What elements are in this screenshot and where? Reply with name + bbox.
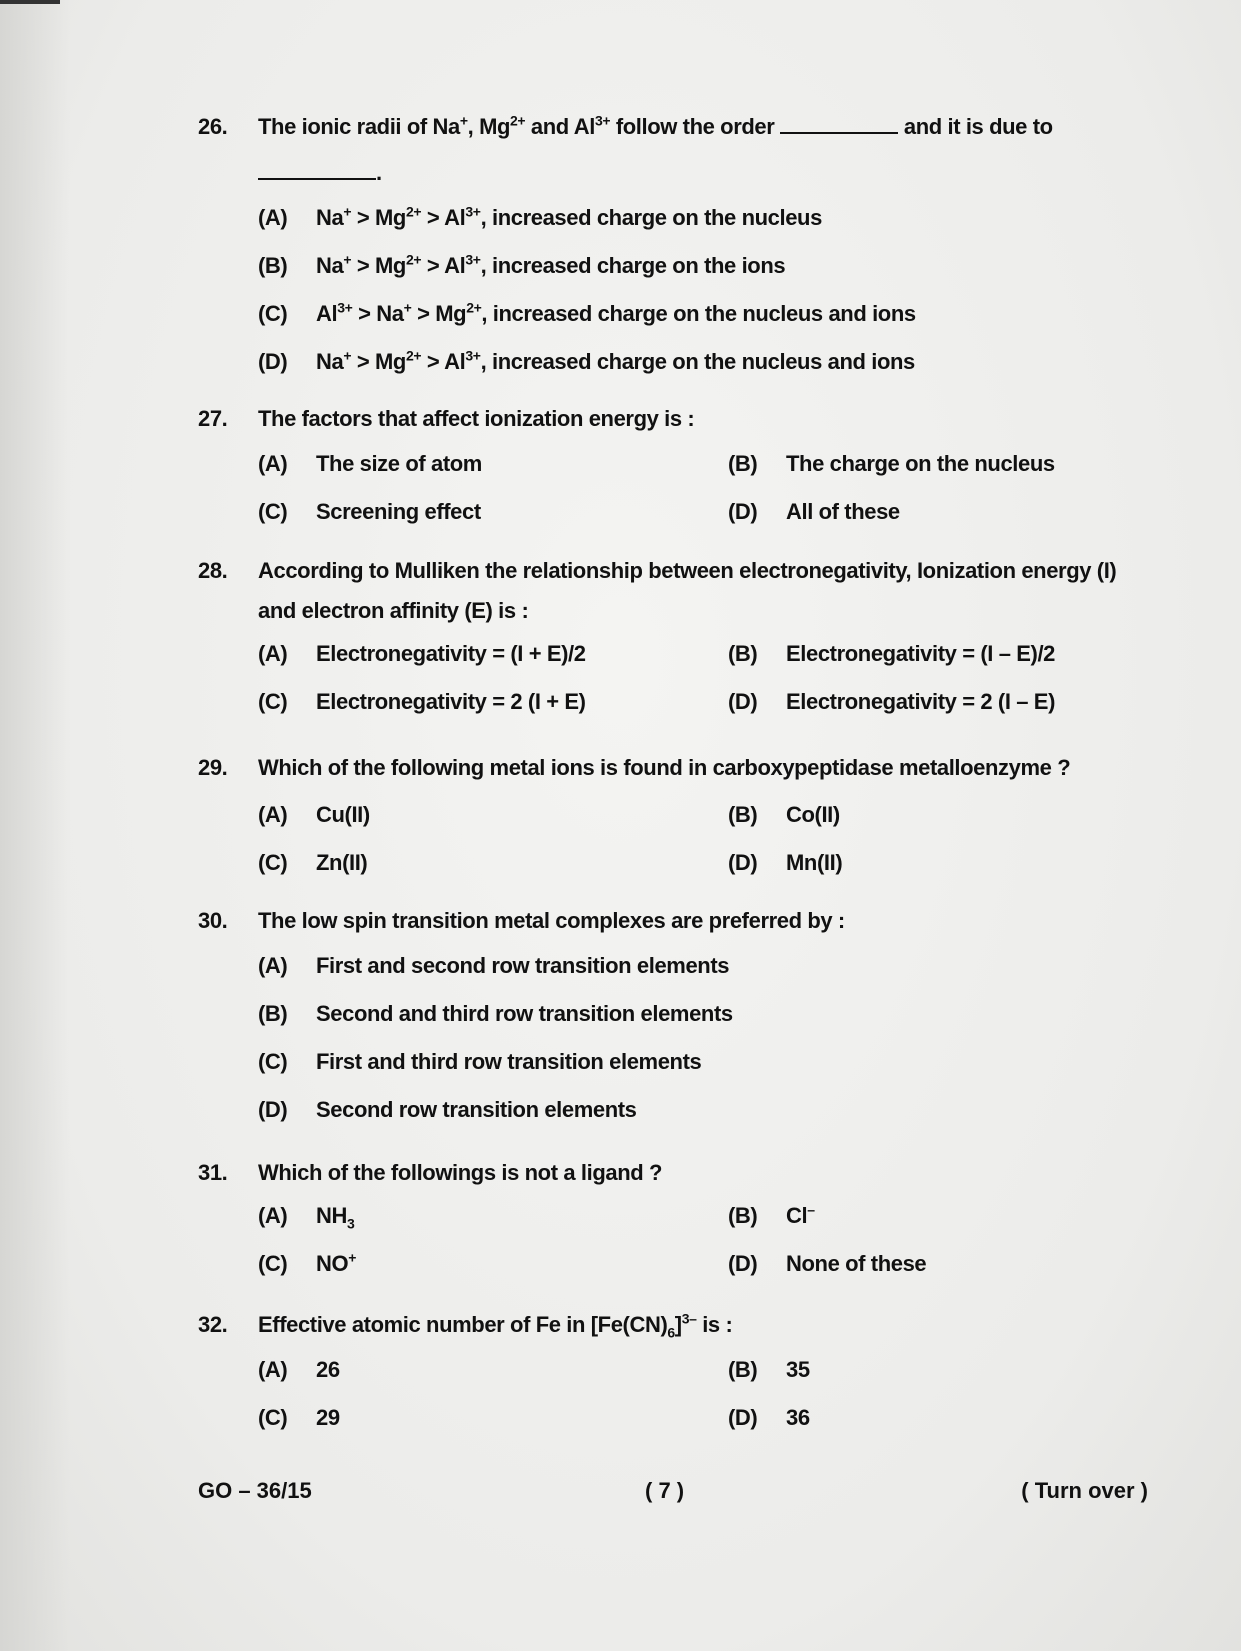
question-26: 26. The ionic radii of Na+, $Mg^{2+}$ and $Al^{3+}$ follow the order and it is due to . (A) $Na^+ > Mg^{2+} > Al^{3+}$, increased charge on the nucleus (B) $Na^+ > Mg^{2+} > Al^{3+}$, increased charge on the ions (C) $Al^{3+} > Na^+ > Mg^{2+}$, increased charge on the nucleus and ions (D) $Na^+ > Mg^{2+} > Al^{3+}$, increased charge on the nucleus and ions <box>198 112 1053 374</box>
option-31-b: (B) Cl– <box>728 1201 815 1228</box>
question-number: 28. <box>198 558 228 583</box>
option-32-b: (B) 35 <box>728 1357 810 1382</box>
option-26-b: (B) $Na^+ > Mg^{2+} > Al^{3+}$, increased charge on the ions <box>258 251 786 278</box>
option-29-d: (D) Mn(II) <box>728 850 843 875</box>
option-27-a: (A) The size of atom <box>258 451 482 476</box>
question-number: 31. <box>198 1160 228 1185</box>
question-text: Which of the following metal ions is found in carboxypeptidase metalloenzyme ? <box>258 755 1071 780</box>
question-text: Effective atomic number of Fe in $[Fe(CN)_6]^{3-}$ is : <box>258 1310 733 1341</box>
option-31-d: (D) None of these <box>728 1251 927 1276</box>
option-32-d: (D) 36 <box>728 1405 810 1430</box>
option-29-b: (B) Co(II) <box>728 802 840 827</box>
answer-blank <box>780 112 898 134</box>
option-28-d: (D) Electronegativity = 2 (I – E) <box>728 689 1055 714</box>
option-31-c: (C) NO+ <box>258 1249 356 1276</box>
option-30-a: (A) First and second row transition elements <box>258 953 730 978</box>
question-28 <box>198 558 1158 726</box>
option-30-b: (B) Second and third row transition elements <box>258 1001 733 1026</box>
question-number: 32. <box>198 1312 228 1337</box>
option-27-b: (B) The charge on the nucleus <box>728 451 1055 476</box>
scan-edge-mark <box>0 0 60 4</box>
option-28-a: (A) Electronegativity = (I + E)/2 <box>258 641 586 666</box>
question-number: 27. <box>198 406 228 431</box>
question-text: Which of the followings is not a ligand ? <box>258 1160 663 1185</box>
turn-over-note: ( Turn over ) <box>1021 1478 1148 1503</box>
question-27 <box>198 406 1158 536</box>
question-32 <box>198 1312 1158 1442</box>
question-30 <box>198 908 1158 1134</box>
option-32-c: (C) 29 <box>258 1405 340 1430</box>
page-number: ( 7 ) <box>645 1478 685 1503</box>
question-text-continued: and electron affinity (E) is : <box>258 598 529 623</box>
option-26-d: (D) $Na^+ > Mg^{2+} > Al^{3+}$, increased charge on the nucleus and ions <box>258 347 915 374</box>
page-footer <box>198 1478 1148 1508</box>
option-30-c: (C) First and third row transition elements <box>258 1049 702 1074</box>
option-29-c: (C) Zn(II) <box>258 850 368 875</box>
question-29 <box>198 755 1158 887</box>
question-31 <box>198 1160 1158 1288</box>
option-28-c: (C) Electronegativity = 2 (I + E) <box>258 689 586 714</box>
option-26-a: (A) $Na^+ > Mg^{2+} > Al^{3+}$, increased charge on the nucleus <box>258 203 822 230</box>
question-text: According to Mulliken the relationship between electronegativity, Ionization energy (I) <box>258 558 1117 583</box>
option-32-a: (A) 26 <box>258 1357 340 1382</box>
option-27-d: (D) All of these <box>728 499 900 524</box>
option-31-a: (A) $NH_3$ <box>258 1203 355 1232</box>
option-29-a: (A) Cu(II) <box>258 802 370 827</box>
paper-code: GO – 36/15 <box>198 1478 312 1503</box>
question-number: 29. <box>198 755 228 780</box>
answer-blank <box>258 158 376 180</box>
option-27-c: (C) Screening effect <box>258 499 481 524</box>
question-number: 30. <box>198 908 228 933</box>
option-28-b: (B) Electronegativity = (I – E)/2 <box>728 641 1055 666</box>
question-number: 26. <box>198 114 228 139</box>
option-30-d: (D) Second row transition elements <box>258 1097 637 1122</box>
option-26-c: (C) $Al^{3+} > Na^+ > Mg^{2+}$, increased charge on the nucleus and ions <box>258 299 916 326</box>
question-text: The factors that affect ionization energy is : <box>258 406 695 431</box>
question-text: The ionic radii of Na+, $Mg^{2+}$ and $Al^{3+}$ follow the order and it is due to <box>258 112 1053 139</box>
question-text: The low spin transition metal complexes are preferred by : <box>258 908 845 933</box>
